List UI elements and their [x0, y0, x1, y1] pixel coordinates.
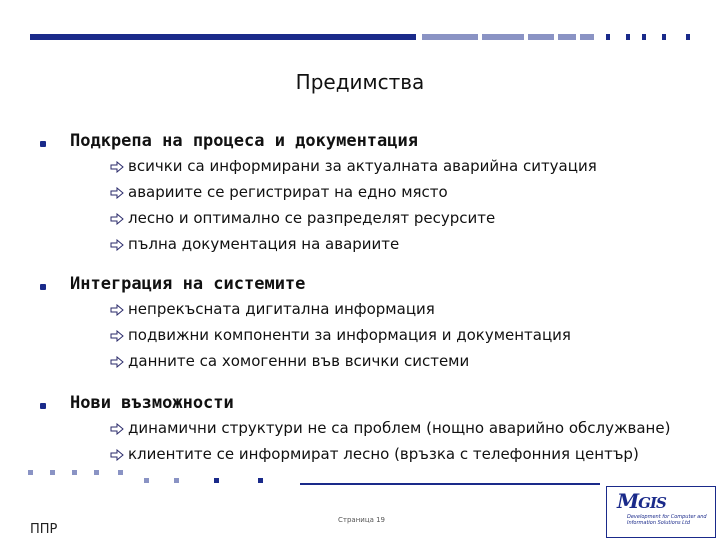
square-bullet-icon [40, 403, 46, 409]
hollow-arrow-icon [110, 353, 128, 371]
list-item [110, 209, 597, 235]
hollow-arrow-icon [110, 327, 128, 345]
section-heading: Нови възможности [70, 393, 234, 413]
list-item [110, 352, 571, 378]
hollow-arrow-icon [110, 446, 128, 464]
list-item [110, 419, 670, 445]
hollow-arrow-icon [110, 184, 128, 202]
section-items [110, 419, 670, 471]
list-item-text: лесно и оптимално се разпределят ресурсите [128, 209, 496, 227]
footer-label: ППР [30, 522, 58, 537]
list-item [110, 235, 597, 261]
section-heading: Интеграция на системите [70, 274, 306, 294]
hollow-arrow-icon [110, 301, 128, 319]
list-item-text: непрекъсната дигитална информация [128, 300, 435, 318]
list-item-text: клиентите се информират лесно (връзка с телефонния център) [128, 445, 639, 463]
list-item [110, 157, 597, 183]
list-item [110, 326, 571, 352]
hollow-arrow-icon [110, 158, 128, 176]
hollow-arrow-icon [110, 210, 128, 228]
list-item [110, 445, 670, 471]
list-item-text: подвижни компоненти за информация и документация [128, 326, 571, 344]
slide-title: Предимства [295, 70, 425, 94]
logo-subtitle: Development for Computer and Information Solutions Ltd [627, 514, 707, 526]
list-item-text: пълна документация на авариите [128, 235, 400, 253]
hollow-arrow-icon [110, 236, 128, 254]
square-bullet-icon [40, 141, 46, 147]
logo-mark: MGIS [617, 489, 666, 513]
list-item [110, 300, 571, 326]
section-heading: Подкрепа на процеса и документация [70, 131, 418, 151]
section-items [110, 157, 597, 261]
square-bullet-icon [40, 284, 46, 290]
list-item-text: динамични структури не са проблем (нощно аварийно обслужване) [128, 419, 671, 437]
list-item-text: данните са хомогенни във всички системи [128, 352, 470, 370]
hollow-arrow-icon [110, 420, 128, 438]
footer-divider [300, 483, 600, 485]
list-item-text: всички са информирани за актуалната аварийна ситуация [128, 157, 597, 175]
list-item [110, 183, 597, 209]
page-number: Страница 19 [338, 516, 386, 524]
section-items [110, 300, 571, 378]
mgis-logo [606, 486, 716, 538]
list-item-text: авариите се регистрират на едно място [128, 183, 448, 201]
